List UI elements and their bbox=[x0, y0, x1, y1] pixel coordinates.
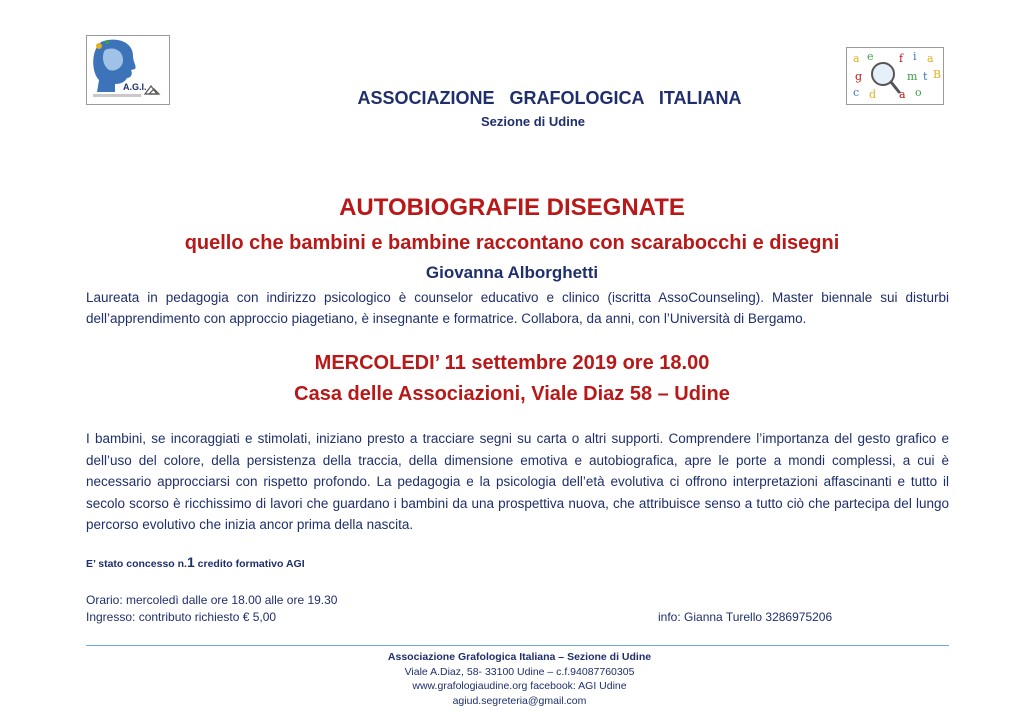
section-name: Sezione di Udine bbox=[480, 114, 585, 129]
agi-logo-text: A.G.I. bbox=[123, 82, 147, 92]
svg-text:t: t bbox=[923, 70, 928, 83]
svg-text:e: e bbox=[867, 50, 874, 63]
svg-text:m: m bbox=[907, 70, 918, 83]
svg-text:o: o bbox=[915, 86, 922, 99]
svg-text:a: a bbox=[853, 52, 860, 65]
page-title: AUTOBIOGRAFIE DISEGNATE bbox=[339, 194, 685, 221]
event-description: I bambini, se incoraggiati e stimolati, iniziano presto a tracciare segni su carta o altri supporti. Comprendere l’importanza del gesto grafico e dell’uso del colore, della persistenza della traccia, della dimensione emotiva e autobiografica, apre le porte a mondi complessi, a cui è necessario approcciarsi con rispetto profondo. La pedagogia e la psicologia dell’età evolutiva ci offrono interpretazioni affascinanti e tutto il secolo scorso è ricchissimo di lavori che guardano i bambini da una prospettiva nuova, che attribuisce senso a tutto ciò che partecipa del lungo percorso evolutivo che inizia ancor prima della nascita. bbox=[86, 431, 949, 532]
event-entry-fee: Ingresso: contributo richiesto € 5,00 bbox=[86, 610, 277, 624]
event-date: MERCOLEDI’ 11 settembre 2019 ore 18.00 bbox=[314, 352, 710, 374]
speaker-name: Giovanna Alborghetti bbox=[425, 263, 599, 282]
svg-text:c: c bbox=[853, 86, 860, 99]
contact-info: info: Gianna Turello 3286975206 bbox=[658, 610, 833, 624]
svg-text:a: a bbox=[899, 88, 906, 101]
svg-text:f: f bbox=[899, 52, 904, 65]
credit-suffix: credito formativo AGI bbox=[194, 558, 305, 570]
credit-note bbox=[86, 554, 305, 570]
speaker-bio: Laureata in pedagogia con indirizzo psicologico è counselor educativo e clinico (iscritta AssoCounseling). Master biennale sui disturbi dell’apprendimento con approccio piagetiano, è insegnante e formatrice. Collabora, da anni, con l’Università di Bergamo. bbox=[86, 290, 949, 326]
svg-text:g: g bbox=[855, 70, 863, 83]
footer-web: www.grafologiaudine.org facebook: AGI Udine bbox=[412, 680, 627, 692]
footer-association: Associazione Grafologica Italiana – Sezione di Udine bbox=[387, 651, 652, 663]
footer-email: agiud.segreteria@gmail.com bbox=[452, 694, 587, 707]
association-title: ASSOCIAZIONE GRAFOLOGICA ITALIANA bbox=[357, 88, 742, 108]
footer-divider bbox=[86, 645, 949, 646]
svg-text:a: a bbox=[927, 52, 934, 65]
credit-number: 1 bbox=[186, 554, 195, 570]
footer-address: Viale A.Diaz, 58- 33100 Udine – c.f.94087760305 bbox=[404, 665, 635, 678]
credit-prefix: E’ stato concesso n. bbox=[86, 558, 187, 570]
event-place: Casa delle Associazioni, Viale Diaz 58 – Udine bbox=[294, 383, 730, 405]
footer bbox=[0, 650, 1024, 708]
page-subtitle: quello che bambini e bambine raccontano con scarabocchi e disegni bbox=[184, 232, 840, 254]
svg-text:d: d bbox=[869, 88, 877, 101]
event-hours: Orario: mercoledì dalle ore 18.00 alle ore 19.30 bbox=[86, 593, 338, 607]
svg-text:B: B bbox=[933, 68, 942, 81]
svg-text:i: i bbox=[913, 50, 917, 63]
